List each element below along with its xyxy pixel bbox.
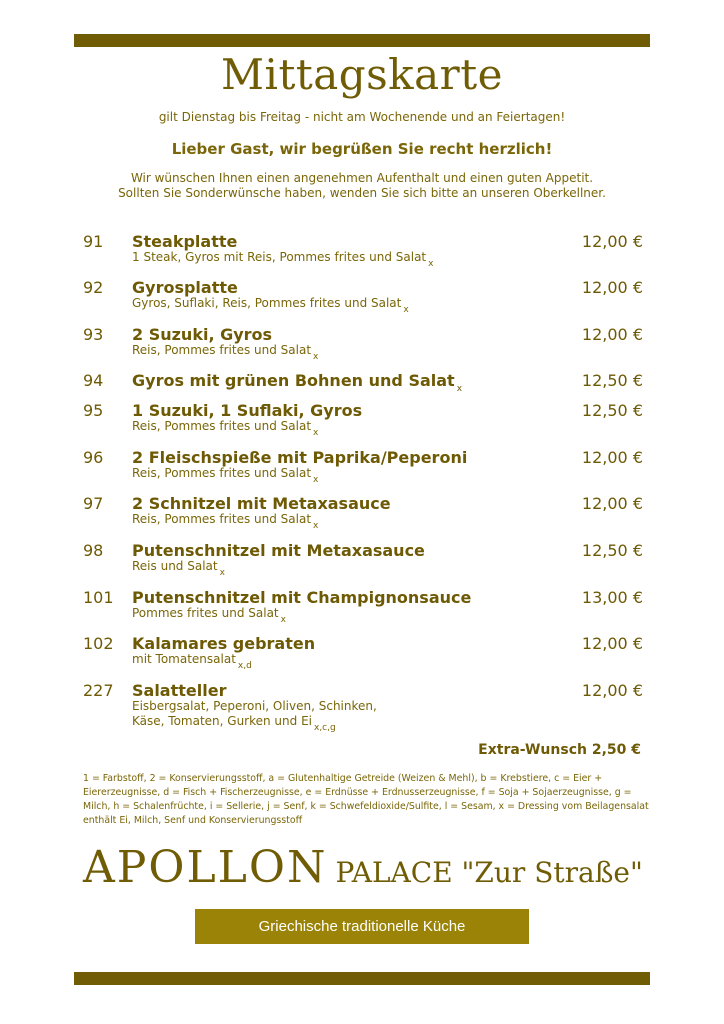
- welcome-text: Wir wünschen Ihnen einen angenehmen Aufenthalt und einen guten Appetit. Sollten Sie Sonderwünsche haben, wenden Sie sich bitte an unseren Oberkellner.: [118, 171, 606, 200]
- item-name: Kalamares gebraten: [132, 634, 316, 653]
- item-number: 93: [83, 325, 104, 344]
- allergen-legend: 1 = Farbstoff, 2 = Konservierungsstoff, a = Glutenhaltige Getreide (Weizen & Mehl), b = Krebstiere, c = Eier + Eiererzeugnisse, d = Fisch + Fischerzeugnisse, e = Erdnüsse + Erdnusserzeugnisse, f = Soja + Sojaerzeugnisse, g = Milch, h = Schalenfrüchte, i = Sellerie, j = Senf, k = Schwefeldioxide/Sulfite, l = Sesam, x = Dressing vom Beilagensalat enthält Ei, Milch, Senf und Konservierungsstoff: [83, 773, 649, 826]
- allergen-mark: x: [313, 521, 319, 531]
- item-description: Reis und Salat $_x$: [132, 559, 225, 578]
- item-description: 1 Steak, Gyros mit Reis, Pommes frites und Salat $_x$: [132, 250, 434, 269]
- item-number: 92: [83, 278, 104, 297]
- item-description: Pommes frites und Salat $_x$: [132, 606, 286, 625]
- item-price: 12,50 €: [581, 541, 643, 560]
- item-description: Reis, Pommes frites und Salat $_x$: [132, 419, 319, 438]
- item-name: 2 Schnitzel mit Metaxasauce: [132, 494, 391, 513]
- restaurant-brand: [83, 842, 649, 893]
- item-name: Gyrosplatte: [132, 278, 238, 297]
- brand-suffix: PALACE "Zur Straße": [335, 856, 643, 889]
- item-description: Gyros, Suflaki, Reis, Pommes frites und Salat $_x$: [132, 296, 409, 315]
- item-price: 12,00 €: [581, 681, 643, 700]
- item-name: 2 Suzuki, Gyros: [132, 325, 273, 344]
- item-price: 13,00 €: [581, 588, 643, 607]
- allergen-mark: x,c,g: [314, 723, 336, 733]
- item-description: Eisbergsalat, Peperoni, Oliven, Schinken, Käse, Tomaten, Gurken und Ei $_{x,c,g}$: [132, 699, 377, 733]
- item-price: 12,00 €: [581, 634, 643, 653]
- allergen-mark: x: [280, 615, 286, 625]
- item-price: 12,00 €: [581, 448, 643, 467]
- item-number: 102: [83, 634, 114, 653]
- item-price: 12,00 €: [581, 278, 643, 297]
- brand-name: APOLLON: [83, 842, 328, 893]
- item-name: Steakplatte: [132, 232, 238, 251]
- allergen-mark: x: [428, 259, 434, 269]
- item-number: 91: [83, 232, 104, 251]
- greeting-heading: Lieber Gast, wir begrüßen Sie recht herzlich!: [171, 140, 553, 158]
- item-description: Reis, Pommes frites und Salat $_x$: [132, 343, 319, 362]
- item-description: mit Tomatensalat $_{x,d}$: [132, 652, 252, 671]
- item-price: 12,00 €: [581, 325, 643, 344]
- allergen-mark: x: [219, 568, 225, 578]
- item-number: 101: [83, 588, 114, 607]
- bottom-divider-bar: [74, 972, 650, 985]
- validity-note: gilt Dienstag bis Freitag - nicht am Wochenende und an Feiertagen!: [158, 110, 566, 124]
- item-number: 227: [83, 681, 114, 700]
- item-name: 2 Fleischspieße mit Paprika/Peperoni: [132, 448, 468, 467]
- allergen-mark: x: [313, 352, 319, 362]
- item-name: 1 Suzuki, 1 Suflaki, Gyros: [132, 401, 363, 420]
- page-title: Mittagskarte: [221, 50, 503, 99]
- item-price: 12,50 €: [581, 401, 643, 420]
- item-price: 12,00 €: [581, 494, 643, 513]
- item-name: Putenschnitzel mit Champignonsauce: [132, 588, 472, 607]
- item-number: 94: [83, 371, 104, 390]
- allergen-mark: x,d: [237, 661, 252, 671]
- item-number: 98: [83, 541, 104, 560]
- item-number: 96: [83, 448, 104, 467]
- allergen-mark: x: [313, 475, 319, 485]
- item-price: 12,00 €: [581, 232, 643, 251]
- item-description: Reis, Pommes frites und Salat $_x$: [132, 466, 319, 485]
- item-number: 95: [83, 401, 104, 420]
- cuisine-banner: Griechische traditionelle Küche: [195, 909, 529, 944]
- item-name: Salatteller: [132, 681, 227, 700]
- top-divider-bar: [74, 34, 650, 47]
- allergen-mark: x: [403, 305, 409, 315]
- item-name: Putenschnitzel mit Metaxasauce: [132, 541, 425, 560]
- item-name: Gyros mit grünen Bohnen und Salat $_x$: [132, 371, 463, 394]
- item-price: 12,50 €: [581, 371, 643, 390]
- allergen-mark: x: [456, 384, 463, 394]
- extra-request-price: Extra-Wunsch 2,50 €: [478, 742, 641, 758]
- item-number: 97: [83, 494, 104, 513]
- item-description: Reis, Pommes frites und Salat $_x$: [132, 512, 319, 531]
- allergen-mark: x: [313, 428, 319, 438]
